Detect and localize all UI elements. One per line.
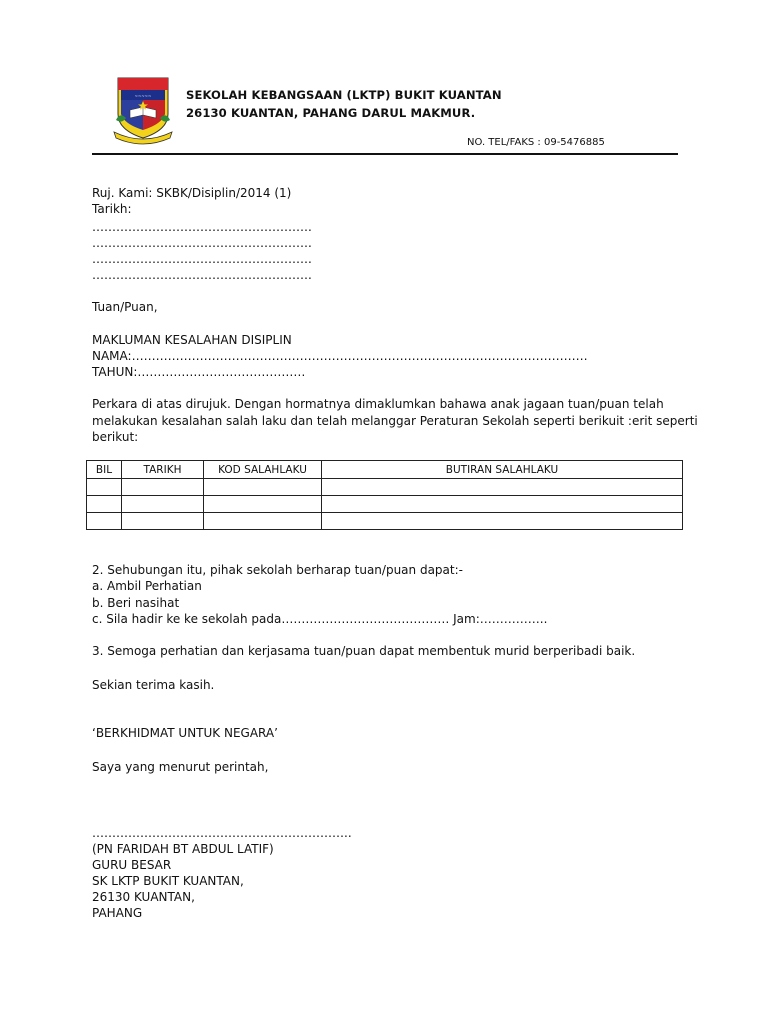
- column-header-butiran-salahlaku: BUTIRAN SALAHLAKU: [322, 461, 683, 479]
- table-row: [87, 513, 683, 530]
- closing: Sekian terima kasih.: [92, 678, 215, 692]
- column-header-kod-salahlaku: KOD SALAHLAKU: [204, 461, 322, 479]
- table-header-row: [87, 461, 683, 479]
- school-crest-logo: [112, 74, 174, 146]
- signer-title: GURU BESAR: [92, 858, 172, 872]
- address-line: ……………………………………………….: [92, 220, 312, 234]
- order-line: Saya yang menurut perintah,: [92, 760, 269, 774]
- table-row: [87, 496, 683, 513]
- signature-line: ………………………………………………………..: [92, 826, 352, 840]
- column-header-bil: BIL: [87, 461, 122, 479]
- salutation: Tuan/Puan,: [92, 300, 158, 314]
- school-address: 26130 KUANTAN, PAHANG DARUL MAKMUR.: [186, 106, 476, 120]
- date-label: Tarikh:: [92, 202, 132, 216]
- paragraph-1-line: melakukan kesalahan salah laku dan telah melanggar Peraturan Sekolah seperti berikuit :erit seperti: [92, 414, 698, 428]
- paragraph-3: 3. Semoga perhatian dan kerjasama tuan/puan dapat membentuk murid berperibadi baik.: [92, 644, 636, 658]
- list-item-a: a. Ambil Perhatian: [92, 579, 202, 593]
- signer-state: PAHANG: [92, 906, 143, 920]
- signer-school: SK LKTP BUKIT KUANTAN,: [92, 874, 244, 888]
- svg-text:~~~~~: ~~~~~: [134, 93, 152, 99]
- school-tel: NO. TEL/FAKS : 09-5476885: [467, 137, 605, 148]
- signer-postcode: 26130 KUANTAN,: [92, 890, 195, 904]
- list-item-c: c. Sila hadir ke ke sekolah pada…………………………………… Jam:……………..: [92, 612, 548, 626]
- tahun-field: TAHUN:……………………………………: [92, 365, 306, 379]
- table-row: [87, 479, 683, 496]
- address-line: ……………………………………………….: [92, 268, 312, 282]
- address-line: ……………………………………………….: [92, 252, 312, 266]
- subject-heading: MAKLUMAN KESALAHAN DISIPLIN: [92, 333, 292, 347]
- paragraph-2: 2. Sehubungan itu, pihak sekolah berharap tuan/puan dapat:-: [92, 563, 463, 577]
- paragraph-1-line: Perkara di atas dirujuk. Dengan hormatnya dimaklumkan bahawa anak jagaan tuan/puan telah: [92, 397, 664, 411]
- header-divider: [92, 153, 678, 155]
- column-header-tarikh: TARIKH: [122, 461, 204, 479]
- school-name: SEKOLAH KEBANGSAAN (LKTP) BUKIT KUANTAN: [186, 88, 502, 102]
- list-item-b: b. Beri nasihat: [92, 596, 180, 610]
- address-line: ……………………………………………….: [92, 236, 312, 250]
- nama-field: NAMA:……………………………………………………………………………………………………: [92, 349, 588, 363]
- signer-name: (PN FARIDAH BT ABDUL LATIF): [92, 842, 274, 856]
- motto: ‘BERKHIDMAT UNTUK NEGARA’: [92, 726, 278, 740]
- reference-number: Ruj. Kami: SKBK/Disiplin/2014 (1): [92, 186, 292, 200]
- offence-table: [86, 460, 683, 530]
- paragraph-1-line: berikut:: [92, 430, 139, 444]
